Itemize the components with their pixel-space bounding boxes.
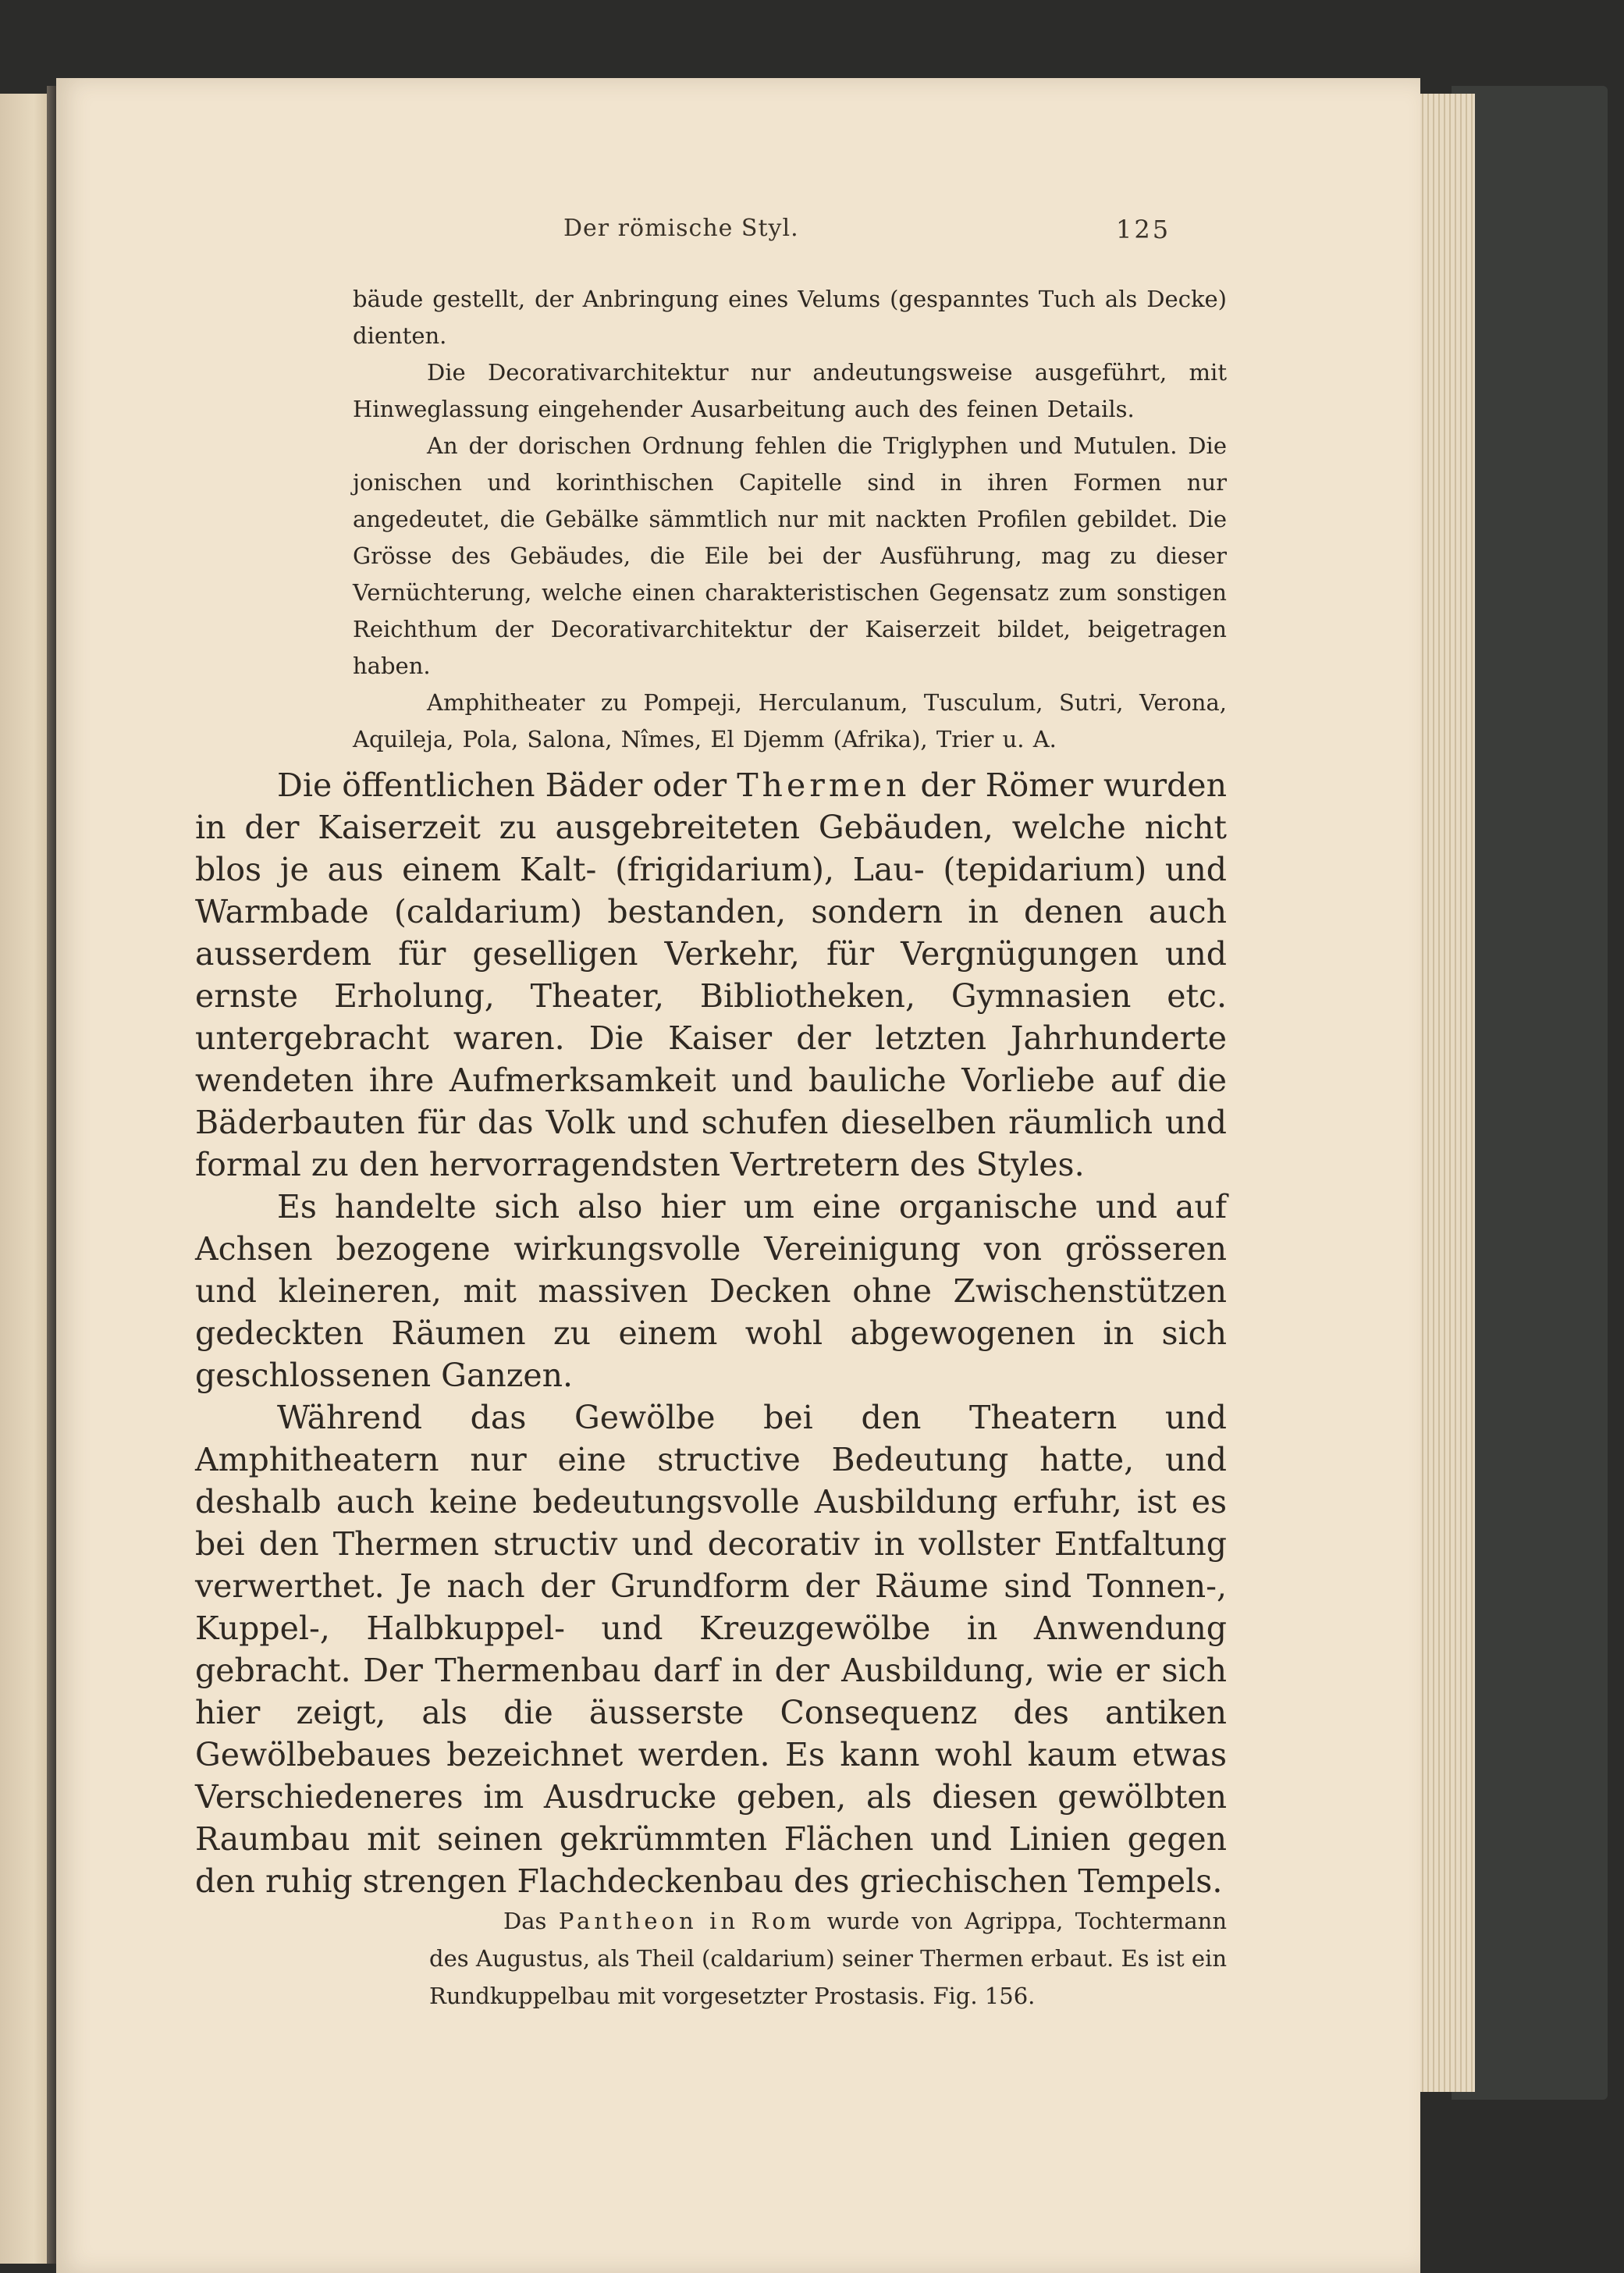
body-paragraph: Während das Gewölbe bei den Theatern und Amphitheatern nur eine structive Bedeutung hatte, und deshalb auch keine bedeutungsvolle Ausbildung erfuhr, ist es bei den Thermen structiv und decorativ in vollster Entfaltung verwerthet. Je nach der Grundform der Räume sind Tonnen-, Kuppel-, Halbkuppel- und Kreuzgewölbe in Anwendung gebracht. Der Thermenbau darf in der Ausbildung, wie er sich hier zeigt, als die äusserste Consequenz des antiken Gewölbebaues bezeichnet werden. Es kann wohl kaum etwas Verschiedeneres im Ausdrucke geben, als diesen gewölbten Raumbau mit seinen gekrümmten Flächen und Linien gegen den ruhig strengen Flachdeckenbau des griechischen Tempels. [195, 1399, 1227, 1900]
body-text: der Römer wurden in der Kaiserzeit zu ausgebreiteten Gebäuden, welche nicht blos je aus einem Kalt- (frigidarium), Lau- (tepidarium) und Warmbade (caldarium) bestanden, sondern in denen auch ausserdem für geselligen Verkehr, für Vergnügungen und ernste Erholung, Theater, Bibliotheken, Gymnasien etc. untergebracht waren. Die Kaiser der letzten Jahrhunderte wendeten ihre Aufmerksamkeit und bauliche Vorliebe auf die Bäderbauten für das Volk und schufen dieselben räumlich und formal zu den hervorragendsten Vertretern des Styles. [195, 767, 1227, 1183]
emphasis-rom: Rom [751, 1908, 816, 1934]
emphasis-pantheon: Pantheon [558, 1908, 698, 1934]
note-paragraph [429, 1902, 1227, 2015]
note-paragraph: bäude gestellt, der Anbringung eines Velums (gespanntes Tuch als Decke) dienten. [353, 286, 1227, 349]
closing-note [429, 1902, 1227, 2015]
emphasis-thermen: Thermen [737, 767, 911, 804]
note-paragraph: Die Decorativarchitektur nur andeutungsweise ausgeführt, mit Hinweglassung eingehender Ausarbeitung auch des feinen Details. [353, 359, 1227, 422]
page-number: 125 [1116, 215, 1171, 244]
note-paragraph: Amphitheater zu Pompeji, Herculanum, Tusculum, Sutri, Verona, Aquileja, Pola, Salona, Nîmes, El Djemm (Afrika), Trier u. A. [353, 689, 1227, 752]
note-text: wurde von Agrippa, Tochtermann des Augustus, als Theil (caldarium) seiner Thermen erbaut. Es ist ein Rundkuppelbau mit vorgesetzter Prostasis. Fig. 156. [429, 1908, 1228, 2009]
body-paragraph: Es handelte sich also hier um eine organische und auf Achsen bezogene wirkungsvolle Vereinigung von grösseren und kleineren, mit massiven Decken ohne Zwischenstützen gedeckten Räumen zu einem wohl abgewogenen in sich geschlossenen Ganzen. [195, 1188, 1227, 1394]
notes-section [353, 281, 1227, 758]
note-paragraph: An der dorischen Ordnung fehlen die Triglyphen und Mutulen. Die jonischen und korinthischen Capitelle sind in ihren Formen nur angedeutet, die Gebälke sämmtlich nur mit nackten Profilen gebildet. Die Grösse des Gebäudes, die Eile bei der Ausführung, mag zu dieser Vernüchterung, welche einen charakteristischen Gegensatz zum sonstigen Reichthum der Decorativarchitektur der Kaiserzeit bildet, beigetragen haben. [353, 432, 1227, 679]
running-title: Der römische Styl. [563, 215, 799, 242]
body-text: Die öffentlichen Bäder oder [277, 767, 727, 804]
text-block [195, 281, 1227, 2015]
body-paragraph [195, 764, 1227, 1186]
book-page [56, 78, 1420, 2273]
main-text [195, 764, 1227, 1902]
page-edges [1413, 94, 1475, 2092]
book-cover [1452, 86, 1608, 2100]
note-text: Das [503, 1908, 547, 1934]
emphasis-in: in [709, 1908, 740, 1934]
page-header [56, 215, 1420, 269]
